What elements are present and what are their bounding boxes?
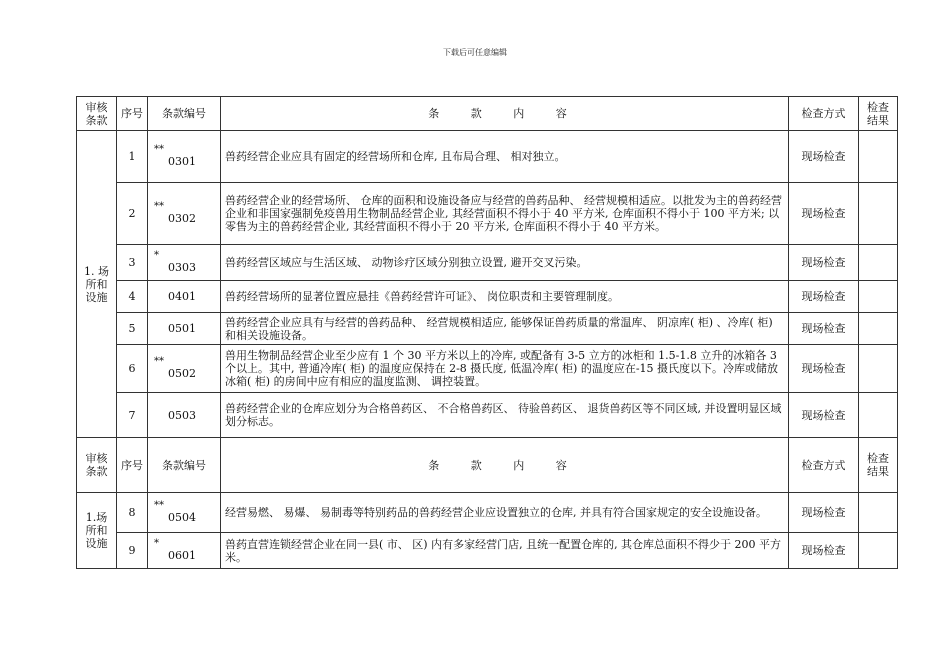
seq-cell: 8 [117, 493, 148, 533]
table-header-row-repeat [77, 438, 898, 493]
code-cell [148, 313, 221, 345]
result-cell[interactable] [859, 533, 898, 569]
table-row [77, 345, 898, 393]
method-cell: 现场检查 [789, 183, 859, 245]
seq-cell: 4 [117, 281, 148, 313]
seq-cell: 6 [117, 345, 148, 393]
seq-cell: 9 [117, 533, 148, 569]
code-cell [148, 131, 221, 183]
header-category: 审核条款 [77, 97, 117, 131]
seq-cell: 7 [117, 393, 148, 438]
table-row [77, 131, 898, 183]
result-cell[interactable] [859, 131, 898, 183]
content-cell: 兽药经营企业应具有固定的经营场所和仓库, 且布局合理、 相对独立。 [221, 131, 789, 183]
seq-cell: 2 [117, 183, 148, 245]
table-row [77, 245, 898, 281]
table-row [77, 493, 898, 533]
header-category: 审核条款 [77, 438, 117, 493]
clause-code: 0303 [168, 261, 196, 274]
content-cell: 兽药经营企业应具有与经营的兽药品种、 经营规模相适应, 能够保证兽药质量的常温库、 阴凉库( 柜) 、冷库( 柜) 和相关设施设备。 [221, 313, 789, 345]
method-cell: 现场检查 [789, 533, 859, 569]
clause-code: 0401 [168, 290, 196, 303]
content-cell: 兽药经营场所的显著位置应悬挂《兽药经营许可证》、 岗位职责和主要管理制度。 [221, 281, 789, 313]
category-cell: 1.场所和设施 [77, 493, 117, 569]
importance-stars: ** [154, 201, 164, 212]
code-cell [148, 493, 221, 533]
clause-code: 0302 [168, 212, 196, 225]
code-cell [148, 183, 221, 245]
clause-code: 0504 [168, 511, 196, 524]
header-result: 检查结果 [859, 97, 898, 131]
clause-code: 0601 [168, 549, 196, 562]
header-method: 检查方式 [789, 97, 859, 131]
method-cell: 现场检查 [789, 493, 859, 533]
method-cell: 现场检查 [789, 131, 859, 183]
content-cell: 经营易燃、 易爆、 易制毒等特别药品的兽药经营企业应设置独立的仓库, 并具有符合国家规定的安全设施设备。 [221, 493, 789, 533]
importance-stars: ** [154, 144, 164, 155]
importance-stars: ** [154, 356, 164, 367]
seq-cell: 1 [117, 131, 148, 183]
table-row [77, 183, 898, 245]
seq-cell: 3 [117, 245, 148, 281]
header-code: 条款编号 [148, 97, 221, 131]
result-cell[interactable] [859, 281, 898, 313]
clause-code: 0503 [168, 408, 196, 422]
content-cell: 兽药经营企业的仓库应划分为合格兽药区、 不合格兽药区、 待验兽药区、 退货兽药区等不同区域, 并设置明显区域划分标志。 [221, 393, 789, 438]
content-cell: 兽药直营连锁经营企业在同一县( 市、 区) 内有多家经营门店, 且统一配置仓库的, 其仓库总面积不得少于 200 平方米。 [221, 533, 789, 569]
content-cell: 兽药经营区域应与生活区域、 动物诊疗区域分别独立设置, 避开交叉污染。 [221, 245, 789, 281]
method-cell: 现场检查 [789, 345, 859, 393]
method-cell: 现场检查 [789, 393, 859, 438]
code-cell [148, 533, 221, 569]
header-seq: 序号 [117, 97, 148, 131]
content-cell: 兽用生物制品经营企业至少应有 1 个 30 平方米以上的冷库, 或配备有 3-5 立方的冰柜和 1.5-1.8 立升的冰箱各 3 个以上。其中, 普通冷库( 柜) 的温度应保持在 2-8 摄氏度, 低温冷库( 柜) 的温度应在-15 摄氏度以下。冷库或储放冰箱( 柜) 的房间中应有相应的温度监测、 调控装置。 [221, 345, 789, 393]
category-cell: 1. 场所和设施 [77, 131, 117, 438]
result-cell[interactable] [859, 393, 898, 438]
importance-stars: ** [154, 500, 164, 511]
method-cell: 现场检查 [789, 281, 859, 313]
table-row [77, 533, 898, 569]
content-cell: 兽药经营企业的经营场所、 仓库的面积和设施设备应与经营的兽药品种、 经营规模相适应。以批发为主的兽药经营企业和非国家强制免疫兽用生物制品经营企业, 其经营面积不得小于 40 平方米, 仓库面积不得小于 100 平方米; 以零售为主的兽药经营企业, 其经营面积不得小于 20 平方米, 仓库面积不得小于 40 平方米。 [221, 183, 789, 245]
code-cell [148, 245, 221, 281]
result-cell[interactable] [859, 345, 898, 393]
method-cell: 现场检查 [789, 245, 859, 281]
table-row [77, 393, 898, 438]
audit-table [76, 96, 898, 569]
code-cell [148, 281, 221, 313]
table-row [77, 281, 898, 313]
result-cell[interactable] [859, 183, 898, 245]
clause-code: 0501 [168, 322, 196, 335]
importance-stars: * [154, 250, 159, 261]
header-content: 条 款 内 容 [221, 97, 789, 131]
header-result: 检查结果 [859, 438, 898, 493]
result-cell[interactable] [859, 313, 898, 345]
clause-code: 0301 [168, 155, 196, 168]
header-seq: 序号 [117, 438, 148, 493]
code-cell [148, 345, 221, 393]
seq-cell: 5 [117, 313, 148, 345]
table-row [77, 313, 898, 345]
header-content: 条 款 内 容 [221, 438, 789, 493]
method-cell: 现场检查 [789, 313, 859, 345]
result-cell[interactable] [859, 493, 898, 533]
result-cell[interactable] [859, 245, 898, 281]
importance-stars: * [154, 538, 159, 549]
clause-code: 0502 [168, 367, 196, 380]
code-cell [148, 393, 221, 438]
page-top-note: 下载后可任意编辑 [443, 48, 507, 57]
header-code: 条款编号 [148, 438, 221, 493]
table-header-row [77, 97, 898, 131]
header-method: 检查方式 [789, 438, 859, 493]
